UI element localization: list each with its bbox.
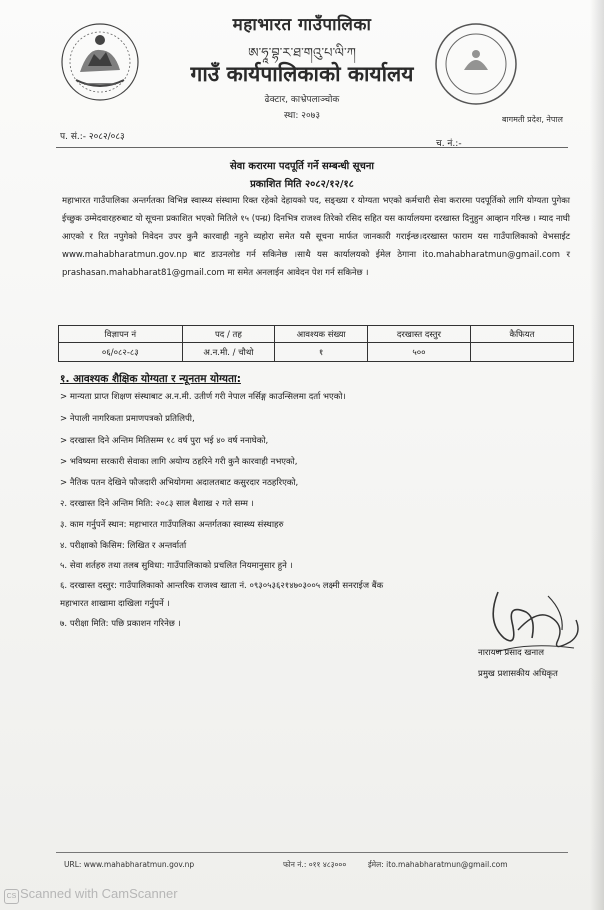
- footer-url: URL: www.mahabharatmun.gov.np: [64, 860, 195, 869]
- requirement-point: २. दरखास्त दिने अन्तिम मिति: २०८३ साल बैशाख २ गते सम्म ।: [60, 499, 254, 509]
- signatory-designation: प्रमुख प्रशासकीय अधिकृत: [478, 669, 558, 679]
- notice-title: सेवा करारमा पदपूर्ति गर्ने सम्बन्धी सूचना: [230, 161, 374, 172]
- province-label: बागमती प्रदेश, नेपाल: [502, 115, 563, 124]
- table-row: [59, 343, 574, 362]
- table-header-row: [59, 326, 574, 343]
- column-header: विज्ञापन नं: [59, 326, 183, 343]
- table-cell: अ.न.मी. / चौथो: [182, 343, 275, 362]
- published-date: प्रकाशित मिति २०८२/१२/१८: [250, 179, 354, 190]
- header-divider: [56, 147, 568, 148]
- signature-image: [478, 582, 588, 677]
- table-cell: [470, 343, 573, 362]
- established-year: स्था: २०७३: [283, 111, 321, 121]
- qualification-item: > दरखास्त दिने अन्तिम मितिसम्म १८ वर्ष पुरा भई ४० वर्ष ननाघेको,: [60, 436, 269, 446]
- municipality-name: महाभारत गाउँपालिका: [232, 15, 372, 35]
- qualification-item: > मान्यता प्राप्त शिक्षण संस्थाबाट अ.न.मी. उतीर्ण गरी नेपाल नर्सिङ्ग काउन्सिलमा दर्ता भएको।: [60, 392, 346, 402]
- requirement-point: ३. काम गर्नुपर्ने स्थान: महाभारत गाउँपालिका अन्तर्गतका स्वास्थ्य संस्थाहरु: [60, 520, 284, 530]
- qualification-item: > भविष्यमा सरकारी सेवाका लागि अयोग्य ठहरिने गरी कुनै कारवाही नभएको,: [60, 457, 298, 467]
- requirement-point: ७. परीक्षा मिति: पछि प्रकाशन गरिनेछ ।: [60, 619, 181, 629]
- scan-edge-shadow: [590, 0, 604, 910]
- camscanner-icon: CS: [4, 889, 19, 904]
- column-header: दरखास्त दस्तुर: [367, 326, 470, 343]
- municipality-name-local-script: ཨ་ཧཱ་བྷ་ར་ཐ་གའུ་པ་ལི་ཀ: [248, 46, 356, 61]
- signatory-name: नारायण प्रसाद खनाल: [478, 648, 545, 658]
- column-header: कैफियत: [470, 326, 573, 343]
- notice-body: महाभारत गाउँपालिका अन्तर्गतका विभिन्न स्वास्थ्य संस्थामा रिक्त रहेको देहायको पद, सङ्ख्या र योग्यता भएको कर्मचारी सेवा करारमा पदपूर्तिको लागि योग्यता पुगेका ईच्छुक उम्मेदवारहरुबाट यो सूचना प्रकाशित भएको मितिले १५ (पन्ध्र) दिनभित्र राजश्व तिरेको रसिद सहित यस कार्यालयमा दरखास्त दिनुहुन आव्हान गरिन्छ । म्याद नाघी आएको र रित नपुगेको निवेदन उपर कुनै कारवाही नहुने व्यहोरा समेत यसै सूचना मार्फत जानकारी गराईन्छ।दरखास्त फाराम यस गाउँपालिकाको वेभसाईट www.mahabharatmun.gov.np बाट डाउनलोड गर्न सकिनेछ ।साथै यस कार्यालयको ईमेल ठेगाना ito.mahabharatmun@gmail.com र prashasan.mahabharat81@gmail.com मा समेत अनलाईन आवेदन पेश गर्न सकिनेछ ।: [62, 196, 570, 278]
- column-header: आवश्यक संख्या: [275, 326, 368, 343]
- letter-reference-number: प. सं.:- २०८२/०८३: [60, 132, 125, 142]
- footer-divider: [56, 852, 568, 853]
- table-cell: ०६/०८२-८३: [59, 343, 183, 362]
- scanner-watermark: Scanned with CamScanner: [20, 886, 178, 901]
- requirement-point: ५. सेवा शर्तहरु तथा तलब सुविधा: गाउँपालिकाको प्रचलित नियमानुसार हुने ।: [60, 561, 293, 571]
- requirement-point: ४. परीक्षाको किसिम: लिखित र अन्तर्वार्ता: [60, 541, 187, 551]
- requirement-point-continuation: महाभारत शाखामा दाखिला गर्नुपर्ने ।: [60, 599, 170, 609]
- office-address: ढेक्टार, काभ्रेपलाञ्चोक: [264, 95, 340, 105]
- footer-email: ईमेल: ito.mahabharatmun@gmail.com: [368, 860, 508, 869]
- footer-phone: फोन नं.: ०११ ४८३०००: [283, 860, 347, 869]
- qualification-item: > नैतिक पतन देखिने फौजदारी अभियोगमा अदालतबाट कसुरदार नठहरिएको,: [60, 478, 299, 488]
- qualification-heading: १. आवश्यक शैक्षिक योग्यता र न्यूनतम योग्यता:: [60, 373, 241, 385]
- vacancy-table: [58, 325, 574, 362]
- requirement-point: ६. दरखास्त दस्तुर: गाउँपालिकाको आन्तरिक राजश्व खाता नं. ०९३०५३६२१४७०३००५ लक्ष्मी सनराईज बैंक: [60, 581, 384, 591]
- dispatch-number: च. नं.:-: [436, 139, 462, 149]
- office-stamp-icon: [432, 20, 520, 108]
- qualification-item: > नेपाली नागरिकता प्रमाणपत्रको प्रतिलिपी,: [60, 414, 195, 424]
- table-cell: १: [275, 343, 368, 362]
- office-name: गाउँ कार्यपालिकाको कार्यालय: [190, 62, 414, 86]
- table-cell: ५००: [367, 343, 470, 362]
- column-header: पद / तह: [182, 326, 275, 343]
